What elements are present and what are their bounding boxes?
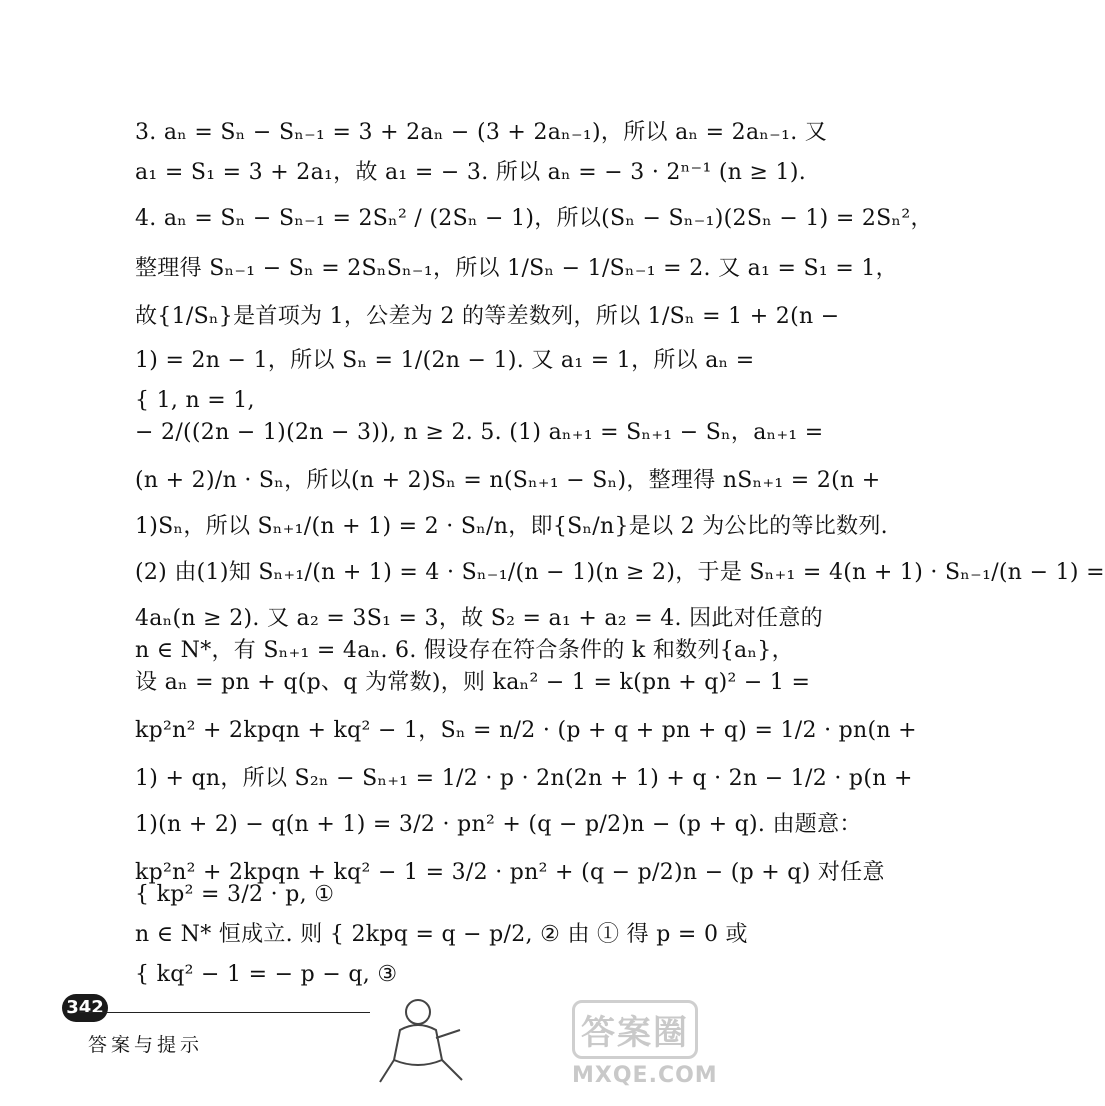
system-line-1: { kp² = 3/2 · p, ① — [135, 882, 335, 907]
text-line-15: kp²n² + 2kpqn + kq² − 1，Sₙ = n/2 · (p + q + pn + q) = 1/2 · pn(n + — [135, 718, 917, 743]
system-line-2: n ∈ N* 恒成立. 则 { 2kpq = q − p/2, ② 由 ① 得 p = 0 或 — [135, 922, 748, 947]
text-line-6: 1) = 2n − 1，所以 Sₙ = 1/(2n − 1). 又 a₁ = 1，所以 aₙ = — [135, 348, 755, 373]
footer-divider — [80, 1012, 370, 1013]
scholar-illustration-icon — [370, 990, 480, 1090]
watermark-url: MXQE.COM — [572, 1063, 718, 1088]
text-line-14: 设 aₙ = pn + q(p、q 为常数)，则 kaₙ² − 1 = k(pn + q)² − 1 = — [135, 670, 811, 695]
text-line-18: kp²n² + 2kpqn + kq² − 1 = 3/2 · pn² + (q − p/2)n − (p + q) 对任意 — [135, 860, 885, 885]
text-line-16: 1) + qn，所以 S₂ₙ − Sₙ₊₁ = 1/2 · p · 2n(2n + 1) + q · 2n − 1/2 · p(n + — [135, 766, 913, 791]
text-line-4: 整理得 Sₙ₋₁ − Sₙ = 2SₙSₙ₋₁，所以 1/Sₙ − 1/Sₙ₋₁ = 2. 又 a₁ = S₁ = 1， — [135, 256, 898, 281]
watermark-logo: 答案圈 — [572, 1000, 698, 1059]
text-line-8: − 2/((2n − 1)(2n − 3)), n ≥ 2. 5. (1) aₙ₊₁ = Sₙ₊₁ − Sₙ，aₙ₊₁ = — [135, 420, 824, 445]
site-watermark — [572, 1000, 722, 1090]
text-line-9: (n + 2)/n · Sₙ，所以(n + 2)Sₙ = n(Sₙ₊₁ − Sₙ)，整理得 nSₙ₊₁ = 2(n + — [135, 468, 881, 493]
page-number-badge: 342 — [62, 994, 108, 1022]
text-line-10: 1)Sₙ，所以 Sₙ₊₁/(n + 1) = 2 · Sₙ/n，即{Sₙ/n}是以 2 为公比的等比数列. — [135, 514, 888, 539]
text-line-13: n ∈ N*，有 Sₙ₊₁ = 4aₙ. 6. 假设存在符合条件的 k 和数列{aₙ}， — [135, 638, 794, 663]
text-line-5: 故{1/Sₙ}是首项为 1，公差为 2 的等差数列，所以 1/Sₙ = 1 + 2(n − — [135, 304, 840, 329]
section-title: 答案与提示 — [88, 1034, 204, 1056]
text-line-1: 3. aₙ = Sₙ − Sₙ₋₁ = 3 + 2aₙ − (3 + 2aₙ₋₁)，所以 aₙ = 2aₙ₋₁. 又 — [135, 120, 828, 145]
system-line-3: { kq² − 1 = − p − q, ③ — [135, 962, 398, 987]
text-line-3: 4. aₙ = Sₙ − Sₙ₋₁ = 2Sₙ² / (2Sₙ − 1)，所以(Sₙ − Sₙ₋₁)(2Sₙ − 1) = 2Sₙ²， — [135, 206, 933, 231]
text-line-12: 4aₙ(n ≥ 2). 又 a₂ = 3S₁ = 3，故 S₂ = a₁ + a₂ = 4. 因此对任意的 — [135, 606, 823, 631]
text-line-2: a₁ = S₁ = 3 + 2a₁，故 a₁ = − 3. 所以 aₙ = − 3 · 2ⁿ⁻¹ (n ≥ 1). — [135, 160, 807, 185]
text-line-17: 1)(n + 2) − q(n + 1) = 3/2 · pn² + (q − p/2)n − (p + q). 由题意： — [135, 812, 862, 837]
text-line-7: { 1, n = 1, — [135, 388, 255, 413]
text-line-11: (2) 由(1)知 Sₙ₊₁/(n + 1) = 4 · Sₙ₋₁/(n − 1)(n ≥ 2)，于是 Sₙ₊₁ = 4(n + 1) · Sₙ₋₁/(n − 1) = — [135, 560, 1105, 585]
